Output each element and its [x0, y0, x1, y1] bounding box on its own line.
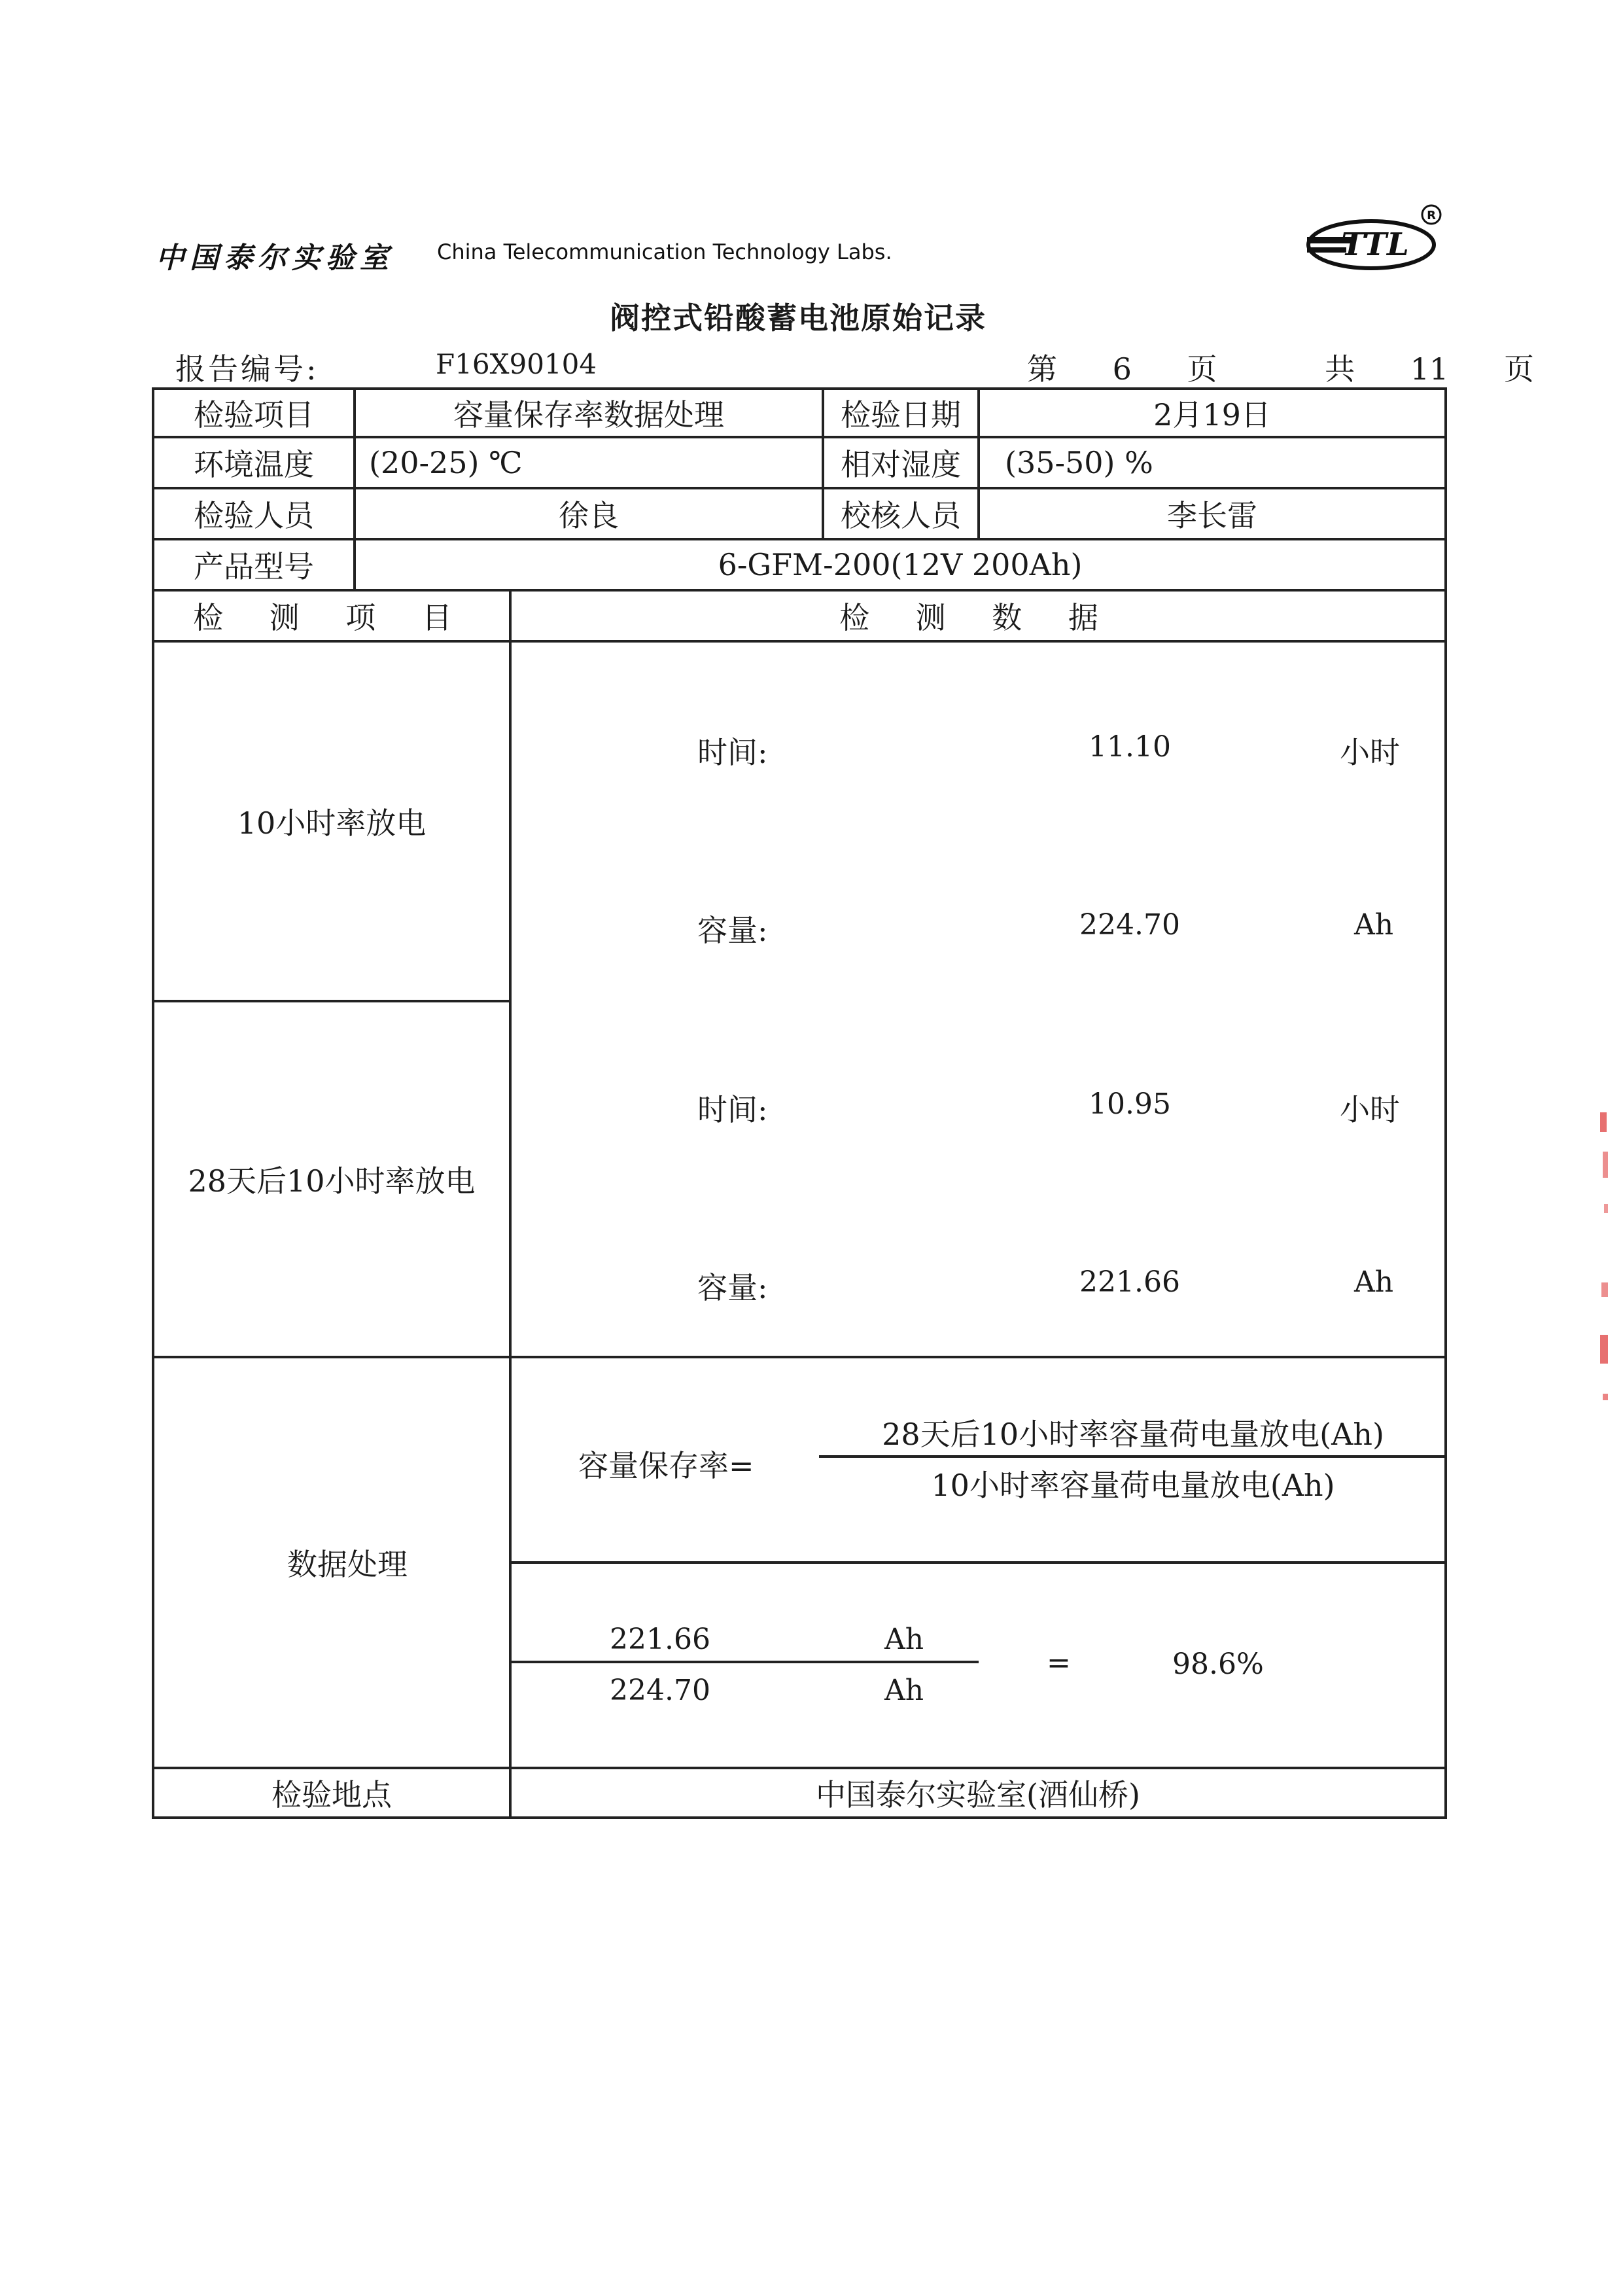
model-value: 6-GFM-200(12V 200Ah) — [718, 547, 1083, 582]
seal-mark-3 — [1604, 1204, 1608, 1213]
column-header-item: 检 测 项 目 — [193, 600, 470, 635]
calc-result: 98.6% — [1172, 1648, 1264, 1681]
location-label: 检验地点 — [271, 1777, 392, 1812]
row2-capacity-label: 容量: — [697, 1270, 768, 1305]
registered-mark: R — [1427, 209, 1436, 222]
page-prefix: 第 — [1027, 351, 1057, 387]
location-value: 中国泰尔实验室(酒仙桥) — [816, 1777, 1140, 1812]
row2-time-value: 10.95 — [1089, 1087, 1171, 1121]
row-name-10h-discharge: 10小时率放电 — [237, 805, 427, 841]
row2-time-unit: 小时 — [1340, 1092, 1400, 1127]
reviewer-value: 李长雷 — [1167, 498, 1257, 533]
date-label: 检验日期 — [841, 397, 961, 433]
ttl-logo — [1306, 203, 1446, 275]
row1-time-label: 时间: — [697, 735, 768, 770]
reviewer-label: 校核人员 — [841, 498, 961, 533]
item-label: 检验项目 — [194, 397, 314, 433]
item-value: 容量保存率数据处理 — [453, 397, 724, 433]
calc-equals-sign: = — [1047, 1646, 1071, 1680]
logo-text: TTL — [1341, 226, 1409, 263]
calc-denominator-unit: Ah — [884, 1674, 924, 1707]
row-name-data-processing: 数据处理 — [287, 1547, 408, 1582]
temperature-label: 环境温度 — [194, 447, 314, 482]
row1-time-value: 11.10 — [1089, 730, 1171, 764]
row2-capacity-unit: Ah — [1354, 1265, 1394, 1299]
humidity-value: (35-50) % — [1005, 445, 1153, 480]
seal-mark-4 — [1601, 1282, 1608, 1297]
row1-time-unit: 小时 — [1340, 735, 1400, 770]
seal-mark-1 — [1600, 1112, 1607, 1132]
inspector-value: 徐良 — [559, 498, 619, 533]
page-total-unit: 页 — [1503, 351, 1534, 387]
formula-label: 容量保存率= — [578, 1448, 754, 1483]
formula-fraction-line — [819, 1455, 1447, 1458]
humidity-label: 相对湿度 — [841, 447, 961, 482]
page-info — [1027, 345, 1560, 389]
calc-numerator-unit: Ah — [884, 1623, 924, 1656]
page-total: 11 — [1410, 351, 1449, 387]
row1-capacity-unit: Ah — [1354, 908, 1394, 942]
lab-name-cn: 中国泰尔实验室 — [156, 241, 394, 275]
report-number: F16X90104 — [436, 348, 597, 380]
page-current: 6 — [1112, 351, 1132, 387]
column-header-data: 检 测 数 据 — [839, 600, 1117, 635]
calc-numerator-value: 221.66 — [610, 1623, 710, 1656]
model-label: 产品型号 — [194, 549, 314, 584]
temperature-value: (20-25) ℃ — [369, 445, 523, 480]
formula-numerator: 28天后10小时率容量荷电量放电(Ah) — [882, 1417, 1384, 1452]
row1-capacity-value: 224.70 — [1079, 908, 1180, 942]
page-unit: 页 — [1187, 351, 1217, 387]
formula-denominator: 10小时率容量荷电量放电(Ah) — [931, 1468, 1335, 1503]
row1-capacity-label: 容量: — [697, 913, 768, 948]
seal-mark-6 — [1603, 1394, 1608, 1400]
calc-denominator-value: 224.70 — [610, 1674, 710, 1707]
page-total-prefix: 共 — [1325, 351, 1355, 387]
seal-mark-2 — [1603, 1152, 1608, 1178]
calc-fraction-line — [509, 1661, 979, 1663]
date-value: 2月19日 — [1153, 397, 1271, 433]
lab-name-en: China Telecommunication Technology Labs. — [437, 239, 892, 264]
inspector-label: 检验人员 — [194, 498, 314, 533]
row2-capacity-value: 221.66 — [1079, 1265, 1180, 1299]
seal-mark-5 — [1600, 1335, 1608, 1364]
row2-time-label: 时间: — [697, 1092, 768, 1127]
report-number-label: 报告编号: — [175, 351, 319, 387]
row-name-28d-discharge: 28天后10小时率放电 — [188, 1163, 476, 1199]
document-title: 阀控式铅酸蓄电池原始记录 — [610, 300, 986, 336]
